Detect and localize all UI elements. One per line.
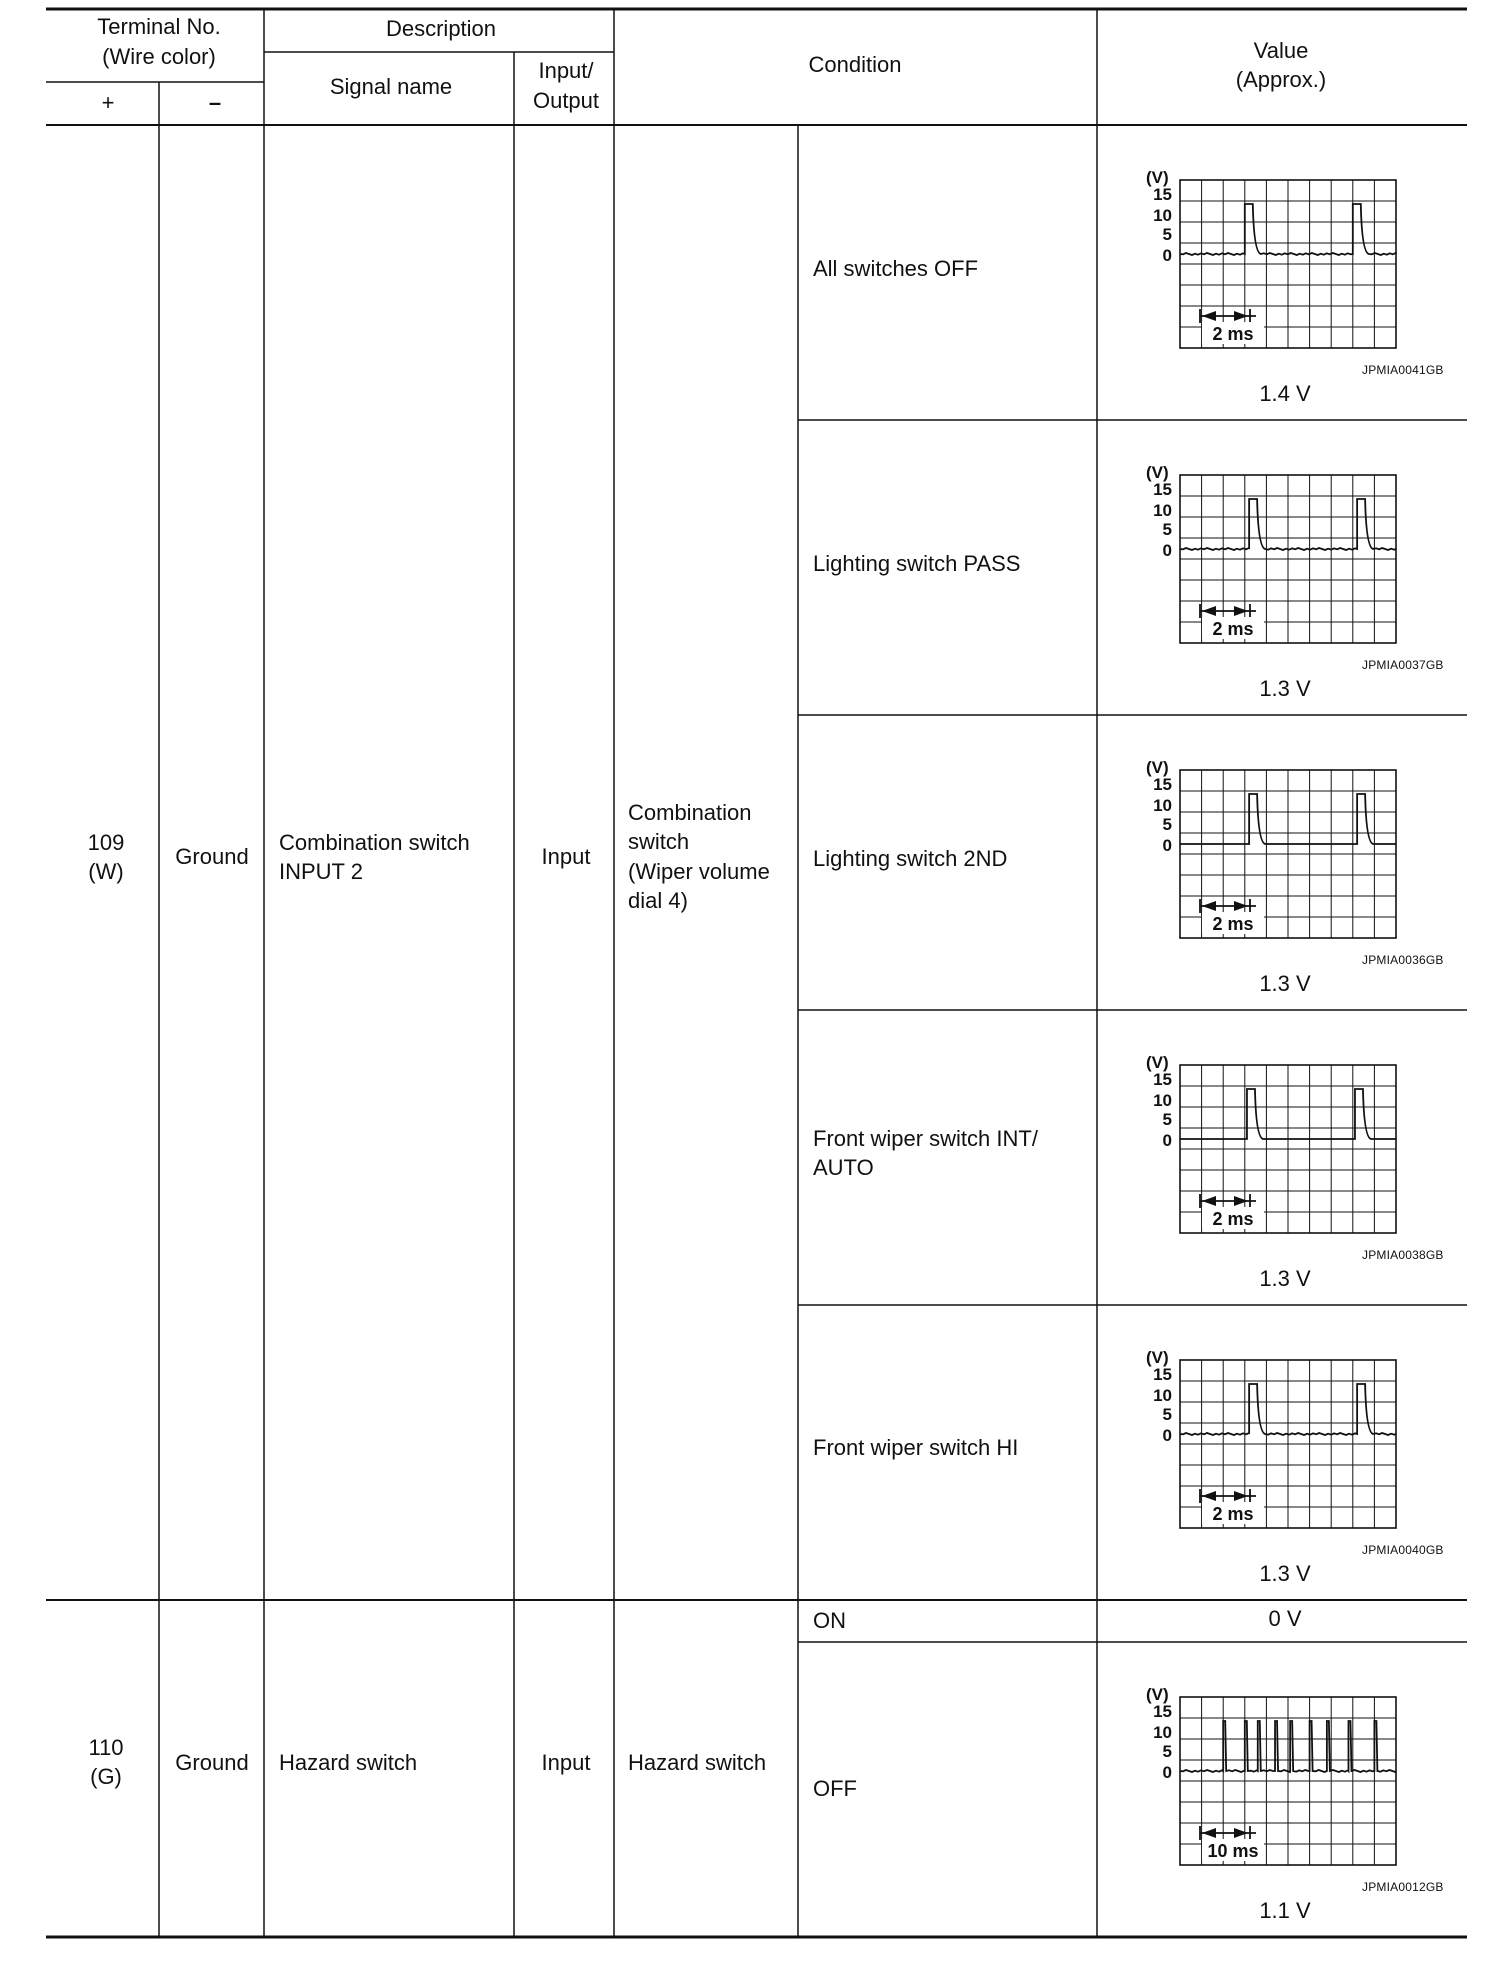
time-division-label: 2 ms: [1212, 914, 1254, 934]
time-division-label: 2 ms: [1212, 1209, 1254, 1229]
time-division-label: 2 ms: [1212, 1504, 1254, 1524]
time-division-label: 2 ms: [1212, 619, 1254, 639]
y-tick-label: 0: [1162, 836, 1172, 855]
figure-code: JPMIA0038GB: [1362, 1248, 1444, 1262]
subcondition-off: OFF: [813, 1776, 857, 1801]
y-tick-label: 15: [1153, 1070, 1172, 1089]
value-reading: 1.3 V: [1259, 1266, 1311, 1291]
header-minus: –: [208, 90, 222, 115]
ground-109: Ground: [175, 844, 249, 869]
oscilloscope-waveform: [1130, 1335, 1390, 1535]
header-signal-name: Signal name: [329, 74, 453, 99]
value-reading: 1.3 V: [1259, 676, 1311, 701]
terminal-110: 110: [88, 1735, 124, 1760]
time-division-label: 2 ms: [1212, 324, 1254, 344]
y-tick-label: 15: [1153, 480, 1172, 499]
y-tick-label: 10: [1153, 1723, 1172, 1742]
y-tick-label: 15: [1153, 775, 1172, 794]
header-io-2: Output: [532, 88, 600, 113]
condition-109-line4: dial 4): [628, 888, 688, 913]
header-plus: +: [101, 90, 115, 115]
header-terminal-no: Terminal No.: [97, 14, 221, 39]
figure-code: JPMIA0036GB: [1362, 953, 1444, 967]
signal-name-110: Hazard switch: [279, 1750, 418, 1775]
subcondition-int-auto-line2: AUTO: [813, 1155, 874, 1180]
oscilloscope-waveform: [1130, 1040, 1390, 1240]
figure-code: JPMIA0037GB: [1362, 658, 1444, 672]
io-109: Input: [541, 844, 591, 869]
oscilloscope-waveform: [1130, 155, 1390, 355]
unit-label: (V): [1146, 758, 1169, 777]
oscilloscope-waveform: [1130, 745, 1390, 945]
header-description: Description: [385, 16, 497, 41]
signal-name-109-line1: Combination switch: [279, 830, 470, 855]
wire-color-109: (W): [88, 859, 124, 884]
subcondition-on: ON: [813, 1608, 846, 1633]
y-tick-label: 5: [1162, 1742, 1172, 1761]
y-tick-label: 5: [1162, 1110, 1172, 1129]
subcondition-int-auto-line1: Front wiper switch INT/: [813, 1126, 1038, 1151]
value-reading: 1.1 V: [1259, 1898, 1311, 1923]
y-tick-label: 0: [1162, 541, 1172, 560]
y-tick-label: 0: [1162, 1426, 1172, 1445]
condition-110: Hazard switch: [628, 1750, 767, 1775]
unit-label: (V): [1146, 463, 1169, 482]
figure-code: JPMIA0012GB: [1362, 1880, 1444, 1894]
y-tick-label: 10: [1153, 206, 1172, 225]
io-110: Input: [541, 1750, 591, 1775]
y-tick-label: 0: [1162, 1763, 1172, 1782]
figure-code: JPMIA0040GB: [1362, 1543, 1444, 1557]
header-io-1: Input/: [538, 58, 594, 83]
header-value-1: Value: [1253, 38, 1309, 63]
signal-name-109-line2: INPUT 2: [279, 859, 363, 884]
y-tick-label: 0: [1162, 246, 1172, 265]
y-tick-label: 15: [1153, 1365, 1172, 1384]
y-tick-label: 10: [1153, 1091, 1172, 1110]
condition-109-line1: Combination: [628, 800, 752, 825]
y-tick-label: 5: [1162, 815, 1172, 834]
figure-code: JPMIA0041GB: [1362, 363, 1444, 377]
header-wire-color: (Wire color): [102, 44, 216, 69]
unit-label: (V): [1146, 168, 1169, 187]
value-reading: 1.4 V: [1259, 381, 1311, 406]
wire-color-110: (G): [90, 1764, 122, 1789]
subcondition-2nd: Lighting switch 2ND: [813, 846, 1008, 871]
value-reading: 1.3 V: [1259, 971, 1311, 996]
y-tick-label: 5: [1162, 1405, 1172, 1424]
y-tick-label: 5: [1162, 225, 1172, 244]
unit-label: (V): [1146, 1685, 1169, 1704]
ground-110: Ground: [175, 1750, 249, 1775]
oscilloscope-waveform: [1130, 450, 1390, 650]
subcondition-pass: Lighting switch PASS: [813, 551, 1021, 576]
y-tick-label: 15: [1153, 1702, 1172, 1721]
y-tick-label: 10: [1153, 1386, 1172, 1405]
time-division-label: 10 ms: [1207, 1841, 1259, 1861]
subcondition-wiper-hi: Front wiper switch HI: [813, 1435, 1019, 1460]
header-value-2: (Approx.): [1235, 67, 1327, 92]
value-reading: 1.3 V: [1259, 1561, 1311, 1586]
unit-label: (V): [1146, 1053, 1169, 1072]
condition-109-line3: (Wiper volume: [628, 859, 770, 884]
header-condition: Condition: [808, 52, 902, 77]
unit-label: (V): [1146, 1348, 1169, 1367]
terminal-109: 109: [87, 830, 125, 855]
condition-109-line2: switch: [628, 829, 690, 854]
y-tick-label: 0: [1162, 1131, 1172, 1150]
value-on: 0 V: [1268, 1606, 1302, 1631]
oscilloscope-waveform: [1130, 1672, 1390, 1872]
y-tick-label: 5: [1162, 520, 1172, 539]
y-tick-label: 10: [1153, 796, 1172, 815]
y-tick-label: 10: [1153, 501, 1172, 520]
subcondition-all-off: All switches OFF: [813, 256, 979, 281]
y-tick-label: 15: [1153, 185, 1172, 204]
